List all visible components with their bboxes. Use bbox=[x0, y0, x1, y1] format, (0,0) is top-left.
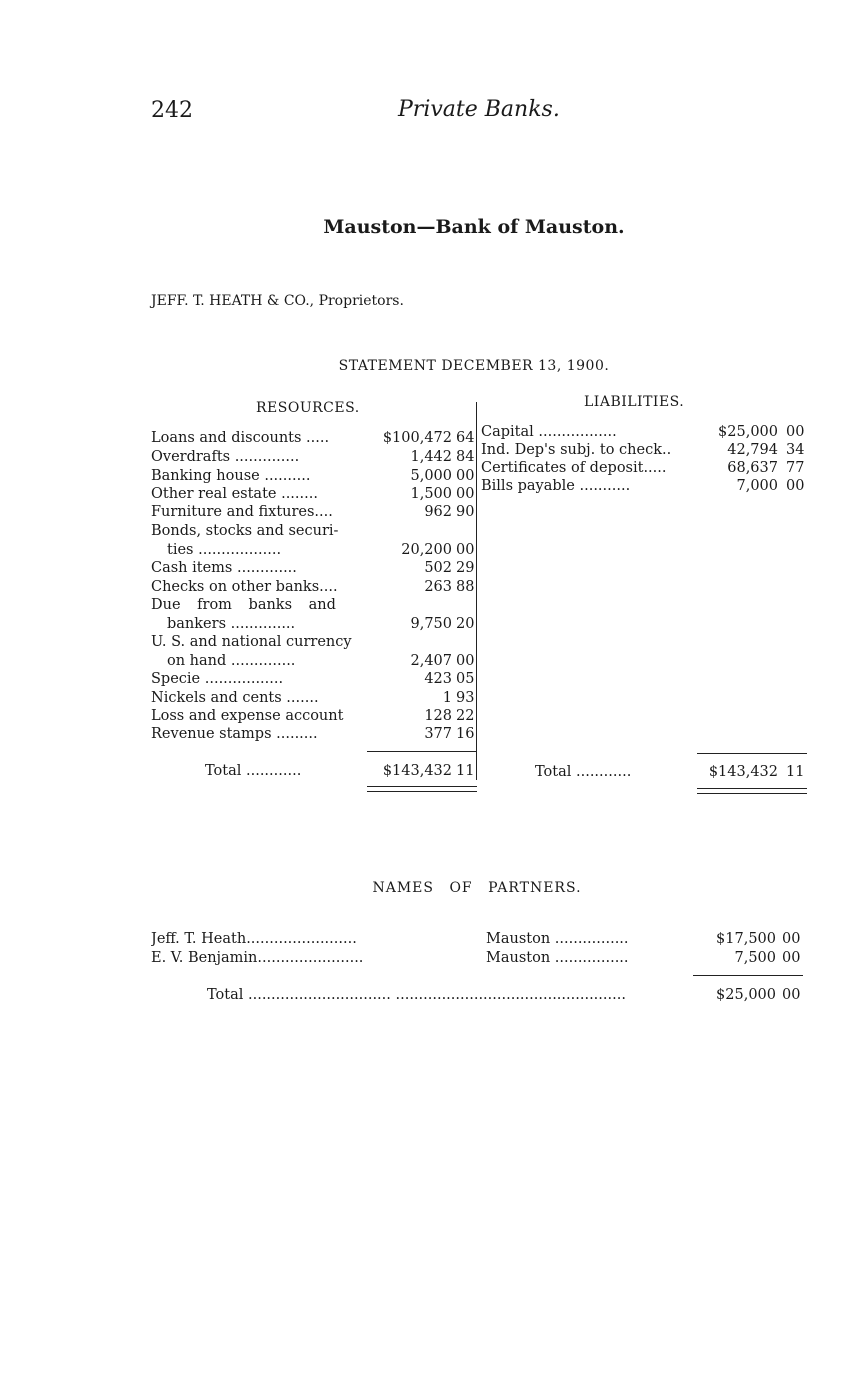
resource-cents: 20 bbox=[456, 616, 475, 632]
resource-cents: 29 bbox=[456, 560, 475, 576]
partners-total-cents: 00 bbox=[782, 987, 801, 1003]
partner-cents: 00 bbox=[782, 950, 801, 966]
resource-cents: 00 bbox=[456, 542, 475, 558]
running-title: Private Banks. bbox=[398, 97, 560, 122]
liability-cents: 00 bbox=[786, 424, 805, 440]
resources-heading: RESOURCES. bbox=[256, 400, 360, 416]
resources-total-label: Total ............ bbox=[205, 763, 302, 779]
resource-label: bankers .............. bbox=[167, 616, 296, 632]
resource-label: Loss and expense account bbox=[151, 708, 344, 724]
liabilities-total-dollars: $143,432 bbox=[708, 764, 778, 780]
resource-label: Banking house .......... bbox=[151, 468, 311, 484]
resource-cents: 00 bbox=[456, 653, 475, 669]
resource-dollars: 128 bbox=[424, 708, 452, 724]
resource-cents: 05 bbox=[456, 671, 475, 687]
liabilities-total-rule bbox=[697, 753, 807, 754]
resource-label: on hand .............. bbox=[167, 653, 296, 669]
resource-label: Loans and discounts ..... bbox=[151, 430, 330, 446]
resource-label: Overdrafts .............. bbox=[151, 449, 300, 465]
page-number: 242 bbox=[151, 98, 193, 123]
resource-dollars: 1,442 bbox=[410, 449, 452, 465]
resource-label: Bonds, stocks and securi- bbox=[151, 523, 339, 539]
partners-total-rule bbox=[693, 975, 803, 976]
liabilities-total-label: Total ............ bbox=[535, 764, 632, 780]
partner-name: E. V. Benjamin....................... bbox=[151, 950, 364, 966]
resource-label: Due from banks and bbox=[151, 597, 336, 613]
resource-cents: 88 bbox=[456, 579, 475, 595]
liability-cents: 34 bbox=[786, 442, 805, 458]
resource-dollars: 5,000 bbox=[410, 468, 452, 484]
resource-dollars: 2,407 bbox=[410, 653, 452, 669]
resource-label: Checks on other banks.... bbox=[151, 579, 338, 595]
partner-name: Jeff. T. Heath........................ bbox=[151, 931, 357, 947]
resource-cents: 84 bbox=[456, 449, 475, 465]
resource-cents: 90 bbox=[456, 504, 475, 520]
column-divider bbox=[476, 402, 477, 780]
resource-dollars: 502 bbox=[424, 560, 452, 576]
resource-cents: 93 bbox=[456, 690, 475, 706]
partners-total-dollars: $25,000 bbox=[716, 987, 776, 1003]
liability-cents: 77 bbox=[786, 460, 805, 476]
proprietors-line: JEFF. T. HEATH & CO., Proprietors. bbox=[151, 293, 404, 309]
resource-label: U. S. and national currency bbox=[151, 634, 352, 650]
resource-dollars: 423 bbox=[424, 671, 452, 687]
liability-dollars: 7,000 bbox=[736, 478, 778, 494]
resource-cents: 16 bbox=[456, 726, 475, 742]
partner-town: Mauston ................ bbox=[486, 931, 629, 947]
partner-dollars: $17,500 bbox=[716, 931, 776, 947]
partner-cents: 00 bbox=[782, 931, 801, 947]
resources-double-rule bbox=[367, 786, 477, 792]
resources-total-cents: 11 bbox=[456, 763, 475, 779]
liability-label: Ind. Dep's subj. to check.. bbox=[481, 442, 672, 458]
liabilities-double-rule bbox=[697, 788, 807, 794]
liabilities-heading: LIABILITIES. bbox=[584, 394, 685, 410]
partner-dollars: 7,500 bbox=[734, 950, 776, 966]
liabilities-total-cents: 11 bbox=[786, 764, 805, 780]
liability-dollars: $25,000 bbox=[718, 424, 778, 440]
resource-label: Furniture and fixtures.... bbox=[151, 504, 333, 520]
resource-label: Specie ................. bbox=[151, 671, 284, 687]
resource-label: Other real estate ........ bbox=[151, 486, 318, 502]
liability-cents: 00 bbox=[786, 478, 805, 494]
resource-cents: 00 bbox=[456, 468, 475, 484]
partners-heading: NAMES OF PARTNERS. bbox=[372, 880, 582, 896]
resource-dollars: 962 bbox=[424, 504, 452, 520]
resources-total-dollars: $143,432 bbox=[382, 763, 452, 779]
liability-label: Certificates of deposit..... bbox=[481, 460, 667, 476]
resource-dollars: 377 bbox=[424, 726, 452, 742]
resource-label: Revenue stamps ......... bbox=[151, 726, 318, 742]
statement-date: STATEMENT DECEMBER 13, 1900. bbox=[338, 358, 610, 374]
liability-dollars: 42,794 bbox=[727, 442, 778, 458]
resource-label: Nickels and cents ....... bbox=[151, 690, 319, 706]
resource-cents: 64 bbox=[456, 430, 475, 446]
partner-town: Mauston ................ bbox=[486, 950, 629, 966]
resource-dollars: 1,500 bbox=[410, 486, 452, 502]
partners-total-label: Total ............................... .................................................. bbox=[207, 987, 626, 1003]
liability-label: Capital ................. bbox=[481, 424, 617, 440]
resource-label: ties .................. bbox=[167, 542, 282, 558]
resource-dollars: $100,472 bbox=[382, 430, 452, 446]
resource-cents: 22 bbox=[456, 708, 475, 724]
resource-dollars: 1 bbox=[442, 690, 452, 706]
bank-title: Mauston—Bank of Mauston. bbox=[323, 216, 625, 238]
liability-label: Bills payable ........... bbox=[481, 478, 631, 494]
resource-label: Cash items ............. bbox=[151, 560, 297, 576]
resource-dollars: 9,750 bbox=[410, 616, 452, 632]
resources-total-rule bbox=[367, 751, 477, 752]
resource-dollars: 20,200 bbox=[401, 542, 452, 558]
liability-dollars: 68,637 bbox=[727, 460, 778, 476]
resource-dollars: 263 bbox=[424, 579, 452, 595]
resource-cents: 00 bbox=[456, 486, 475, 502]
